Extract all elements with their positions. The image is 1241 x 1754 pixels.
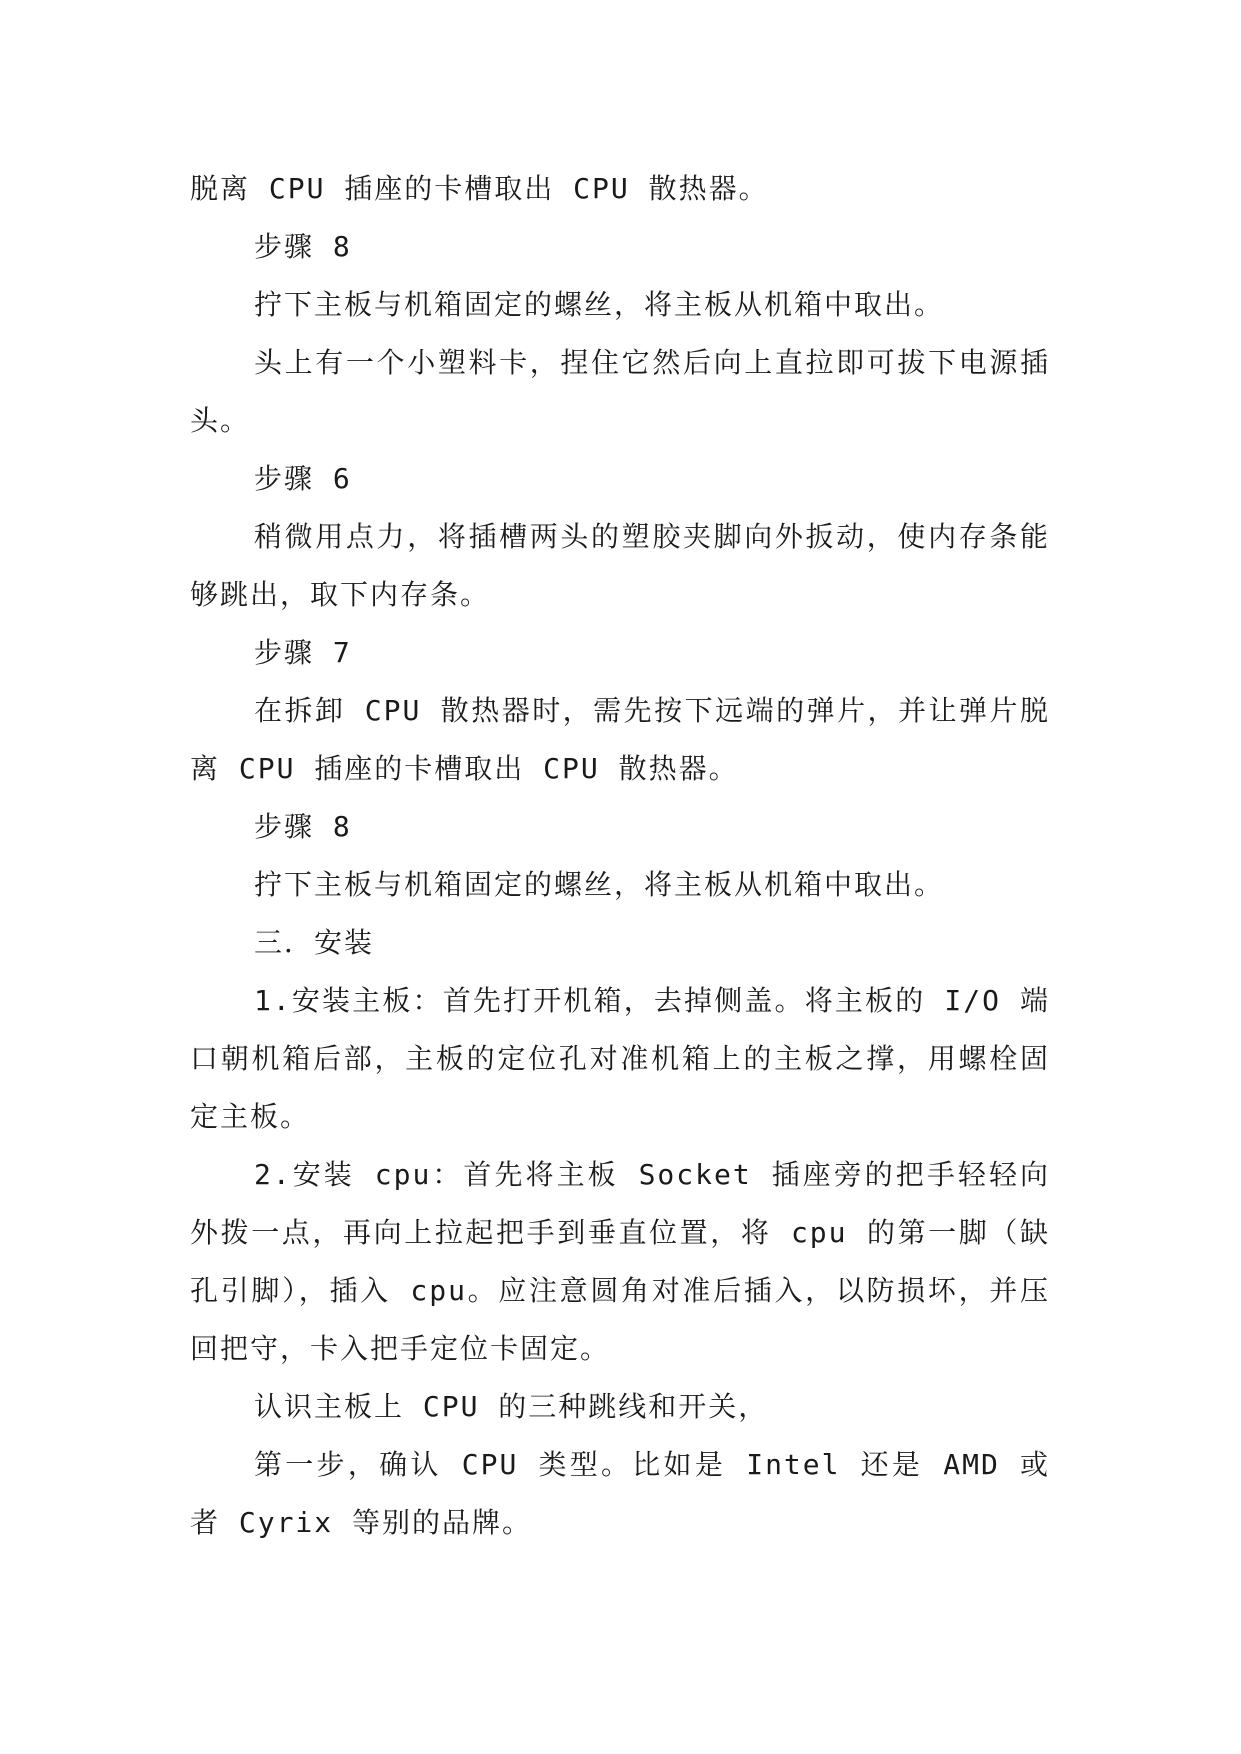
- paragraph: 稍微用点力，将插槽两头的塑胶夹脚向外扳动，使内存条能够跳出，取下内存条。: [190, 520, 1050, 611]
- paragraph: 1.安装主板：首先打开机箱，去掉侧盖。将主板的 I/O 端口朝机箱后部，主板的定位孔对准机箱上的主板之撑，用螺栓固定主板。: [190, 984, 1050, 1133]
- paragraph: 第一步，确认 CPU 类型。比如是 Intel 还是 AMD 或者 Cyrix 等别的品牌。: [190, 1448, 1050, 1539]
- step-heading: 步骤 8: [254, 810, 352, 843]
- step-heading: 步骤 6: [254, 462, 352, 495]
- paragraph: 头上有一个小塑料卡，捏住它然后向上直拉即可拔下电源插头。: [190, 346, 1050, 437]
- paragraph: 在拆卸 CPU 散热器时，需先按下远端的弹片，并让弹片脱离 CPU 插座的卡槽取出 CPU 散热器。: [190, 694, 1050, 785]
- paragraph: 2.安装 cpu：首先将主板 Socket 插座旁的把手轻轻向外拨一点，再向上拉起把手到垂直位置，将 cpu 的第一脚（缺孔引脚），插入 cpu。应注意圆角对准后插入，以防损坏，并压回把守，卡入把手定位卡固定。: [190, 1158, 1050, 1365]
- step-heading: 步骤 8: [254, 230, 352, 263]
- paragraph: 拧下主板与机箱固定的螺丝，将主板从机箱中取出。: [254, 868, 945, 901]
- step-heading: 步骤 7: [254, 636, 352, 669]
- section-heading: 三．安装: [254, 926, 375, 959]
- document-body: [190, 160, 1050, 1552]
- paragraph: 脱离 CPU 插座的卡槽取出 CPU 散热器。: [190, 172, 769, 205]
- paragraph: 拧下主板与机箱固定的螺丝，将主板从机箱中取出。: [254, 288, 945, 321]
- paragraph: 认识主板上 CPU 的三种跳线和开关，: [254, 1390, 769, 1423]
